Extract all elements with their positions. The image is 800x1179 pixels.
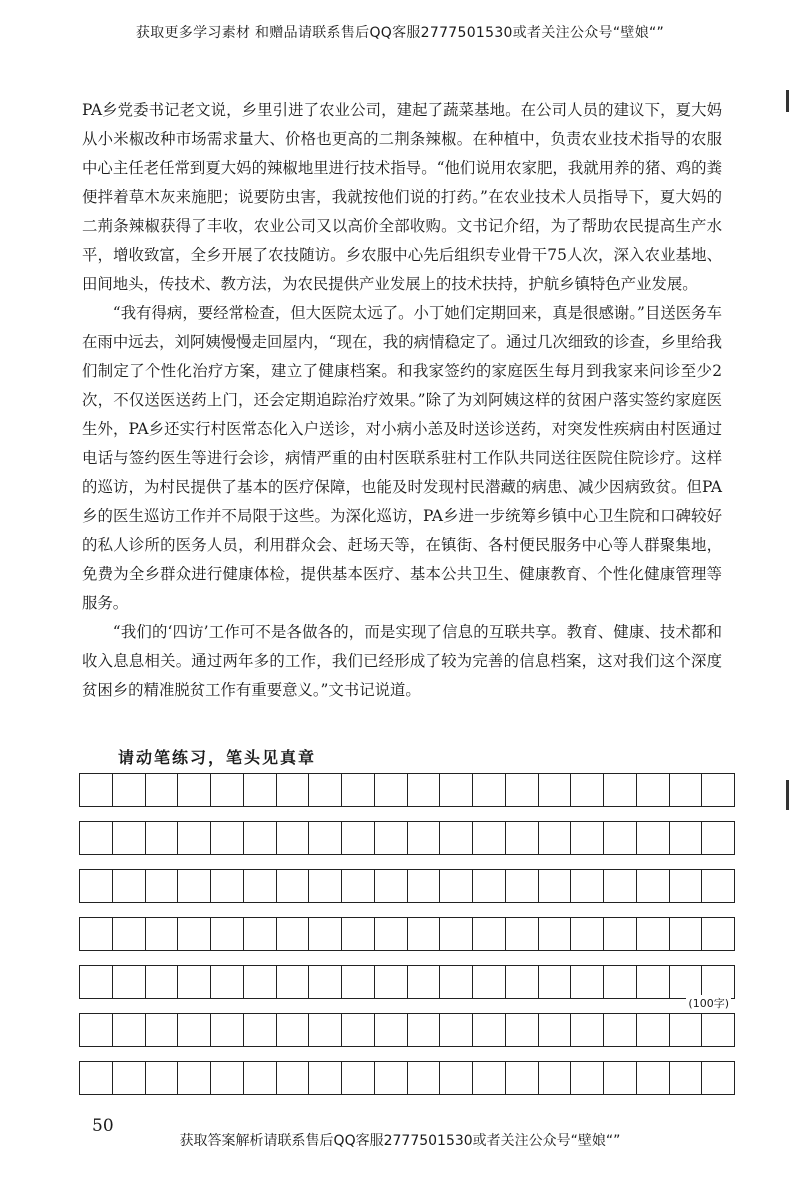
- grid-cell[interactable]: [571, 966, 604, 998]
- grid-cell[interactable]: [146, 870, 179, 902]
- grid-cell[interactable]: [178, 966, 211, 998]
- grid-cell[interactable]: [146, 918, 179, 950]
- grid-cell[interactable]: [440, 822, 473, 854]
- grid-cell[interactable]: [113, 1014, 146, 1046]
- grid-cell[interactable]: [571, 774, 604, 806]
- grid-cell[interactable]: [604, 1062, 637, 1094]
- grid-cell[interactable]: [178, 822, 211, 854]
- article-paragraph: “我们的‘四访’工作可不是各做各的，而是实现了信息的互联共享。教育、健康、技术都和收入息息相关。通过两年多的工作，我们已经形成了较为完善的信息档案，这对我们这个深度贫困乡的精准脱贫工作有重要意义。”文书记说道。: [82, 623, 722, 699]
- grid-cell[interactable]: [244, 1014, 277, 1046]
- grid-cell[interactable]: [506, 1014, 539, 1046]
- grid-cell[interactable]: [113, 918, 146, 950]
- grid-cell[interactable]: [277, 822, 310, 854]
- grid-cell[interactable]: [80, 774, 113, 806]
- grid-cell[interactable]: [277, 1062, 310, 1094]
- grid-cell[interactable]: [309, 774, 342, 806]
- grid-cell[interactable]: [244, 918, 277, 950]
- grid-cell[interactable]: [670, 1014, 703, 1046]
- page-footer: 获取答案解析请联系售后QQ客服2777501530或者关注公众号“壁娘“”: [179, 1133, 621, 1149]
- grid-row: [79, 1013, 735, 1047]
- grid-cell[interactable]: [539, 966, 572, 998]
- grid-cell[interactable]: [211, 870, 244, 902]
- grid-cell[interactable]: [473, 870, 506, 902]
- grid-cell[interactable]: [375, 870, 408, 902]
- grid-cell[interactable]: [146, 1014, 179, 1046]
- grid-cell[interactable]: [375, 1062, 408, 1094]
- grid-cell[interactable]: [571, 1062, 604, 1094]
- grid-cell[interactable]: [375, 966, 408, 998]
- grid-cell[interactable]: [539, 870, 572, 902]
- grid-cell[interactable]: [506, 1062, 539, 1094]
- grid-cell[interactable]: [211, 1062, 244, 1094]
- grid-cell[interactable]: [309, 822, 342, 854]
- grid-cell[interactable]: [80, 966, 113, 998]
- grid-cell[interactable]: [342, 1014, 375, 1046]
- grid-cell[interactable]: [670, 822, 703, 854]
- grid-cell[interactable]: [637, 774, 670, 806]
- grid-cell[interactable]: [408, 774, 441, 806]
- grid-cell[interactable]: [702, 1062, 734, 1094]
- grid-cell[interactable]: [637, 966, 670, 998]
- grid-cell[interactable]: [702, 774, 734, 806]
- grid-cell[interactable]: [178, 774, 211, 806]
- grid-cell[interactable]: [604, 918, 637, 950]
- grid-cell[interactable]: [375, 774, 408, 806]
- grid-cell[interactable]: [277, 774, 310, 806]
- grid-cell[interactable]: [473, 918, 506, 950]
- grid-cell[interactable]: [408, 870, 441, 902]
- grid-cell[interactable]: [408, 1062, 441, 1094]
- grid-cell[interactable]: [539, 1062, 572, 1094]
- grid-cell[interactable]: [342, 822, 375, 854]
- grid-cell[interactable]: [637, 1014, 670, 1046]
- grid-cell[interactable]: [375, 822, 408, 854]
- grid-cell[interactable]: [309, 1062, 342, 1094]
- word-count-label: (100字): [688, 997, 729, 1010]
- grid-cell[interactable]: [113, 870, 146, 902]
- grid-cell[interactable]: [702, 870, 734, 902]
- grid-cell[interactable]: [571, 822, 604, 854]
- grid-cell[interactable]: [113, 966, 146, 998]
- grid-cell[interactable]: [113, 822, 146, 854]
- grid-cell[interactable]: [244, 822, 277, 854]
- grid-cell[interactable]: [211, 1014, 244, 1046]
- grid-cell[interactable]: [506, 966, 539, 998]
- grid-cell[interactable]: [244, 774, 277, 806]
- grid-cell[interactable]: [309, 918, 342, 950]
- grid-row: [79, 869, 735, 903]
- grid-cell[interactable]: [178, 870, 211, 902]
- grid-cell[interactable]: [309, 1014, 342, 1046]
- grid-cell[interactable]: [211, 822, 244, 854]
- grid-cell[interactable]: [637, 918, 670, 950]
- grid-cell[interactable]: [375, 1014, 408, 1046]
- practice-title: 请动笔练习，笔头见真章: [118, 748, 317, 767]
- grid-row: [79, 821, 735, 855]
- grid-cell[interactable]: [342, 774, 375, 806]
- grid-cell[interactable]: [440, 966, 473, 998]
- grid-cell[interactable]: [604, 1014, 637, 1046]
- grid-cell[interactable]: [539, 822, 572, 854]
- grid-cell[interactable]: [113, 774, 146, 806]
- grid-cell[interactable]: [277, 966, 310, 998]
- grid-cell[interactable]: [702, 1014, 734, 1046]
- grid-cell[interactable]: [146, 774, 179, 806]
- grid-cell[interactable]: [440, 774, 473, 806]
- grid-cell[interactable]: [670, 774, 703, 806]
- grid-cell[interactable]: [604, 774, 637, 806]
- grid-cell[interactable]: [604, 870, 637, 902]
- grid-cell[interactable]: [244, 966, 277, 998]
- grid-cell[interactable]: [277, 918, 310, 950]
- grid-cell[interactable]: [506, 918, 539, 950]
- article-body: [82, 96, 722, 705]
- grid-cell[interactable]: [408, 918, 441, 950]
- grid-row: [79, 773, 735, 807]
- grid-cell[interactable]: [277, 1014, 310, 1046]
- grid-cell[interactable]: [80, 870, 113, 902]
- grid-cell[interactable]: [702, 822, 734, 854]
- grid-cell[interactable]: [80, 1014, 113, 1046]
- grid-cell[interactable]: [571, 1014, 604, 1046]
- grid-cell[interactable]: [670, 966, 703, 998]
- scan-edge-mark: [786, 90, 789, 112]
- grid-cell[interactable]: [80, 822, 113, 854]
- grid-cell[interactable]: [244, 1062, 277, 1094]
- grid-cell[interactable]: [506, 774, 539, 806]
- grid-cell[interactable]: [408, 1014, 441, 1046]
- grid-cell[interactable]: [571, 918, 604, 950]
- grid-cell[interactable]: [637, 870, 670, 902]
- grid-cell[interactable]: [506, 822, 539, 854]
- grid-cell[interactable]: [342, 1062, 375, 1094]
- grid-cell[interactable]: [244, 870, 277, 902]
- grid-cell[interactable]: [80, 1062, 113, 1094]
- grid-row: [79, 917, 735, 951]
- grid-cell[interactable]: [178, 918, 211, 950]
- grid-cell[interactable]: [146, 822, 179, 854]
- grid-cell[interactable]: [637, 822, 670, 854]
- grid-cell[interactable]: [604, 822, 637, 854]
- grid-cell[interactable]: [539, 774, 572, 806]
- writing-grid[interactable]: [79, 773, 735, 1109]
- grid-cell[interactable]: [473, 822, 506, 854]
- article-paragraph: PA乡党委书记老文说，乡里引进了农业公司，建起了蔬菜基地。在公司人员的建议下，夏大妈从小米椒改种市场需求量大、价格也更高的二荆条辣椒。在种植中，负责农业技术指导的农服中心主任老任常到夏大妈的辣椒地里进行技术指导。“他们说用农家肥，我就用养的猪、鸡的粪便拌着草木灰来施肥；说要防虫害，我就按他们说的打药。”在农业技术人员指导下，夏大妈的二荊条辣椒获得了丰收，农业公司又以高价全部收购。文书记介绍，为了帮助农民提高生产水平，增收致富，全乡开展了农技随访。乡农服中心先后组织专业骨干75人次，深入农业基地、田间地头，传技术、教方法，为农民提供产业发展上的技术扶持，护航乡镇特色产业发展。: [82, 101, 722, 293]
- article-paragraph: “我有得病，要经常检查，但大医院太远了。小丁她们定期回来，真是很感谢。”目送医务车在雨中远去，刘阿姨慢慢走回屋内，“现在，我的病情稳定了。通过几次细致的诊查，乡里给我们制定了个性化治疗方案，建立了健康档案。和我家签约的家庭医生每月到我家来问诊至少2次，不仅送医送药上门，还会定期追踪治疗效果。”除了为刘阿姨这样的贫困户落实签约家庭医生外，PA乡还实行村医常态化入户送诊，对小病小恙及时送诊送药，对突发性疾病由村医通过电话与签约医生等进行会诊，病情严重的由村医联系驻村工作队共同送往医院住院诊疗。这样的巡访，为村民提供了基本的医疗保障，也能及时发现村民潜藏的病患、减少因病致贫。但PA乡的医生巡访工作并不局限于这些。为深化巡访，PA乡进一步统筹乡镇中心卫生院和口碑较好的私人诊所的医务人员，利用群众会、赶场天等，在镇街、各村便民服务中心等人群聚集地，免费为全乡群众进行健康体检，提供基本医疗、基本公共卫生、健康教育、个性化健康管理等服务。: [82, 304, 722, 612]
- page-number: 50: [92, 1116, 114, 1136]
- grid-cell[interactable]: [211, 918, 244, 950]
- grid-cell[interactable]: [473, 1014, 506, 1046]
- grid-cell[interactable]: [571, 870, 604, 902]
- grid-cell[interactable]: [473, 1062, 506, 1094]
- scan-edge-mark: [786, 780, 789, 810]
- grid-cell[interactable]: [702, 918, 734, 950]
- grid-cell[interactable]: [178, 1014, 211, 1046]
- grid-cell[interactable]: [604, 966, 637, 998]
- grid-cell[interactable]: [80, 918, 113, 950]
- grid-cell[interactable]: [309, 870, 342, 902]
- grid-cell[interactable]: [146, 1062, 179, 1094]
- grid-cell[interactable]: [342, 870, 375, 902]
- grid-cell[interactable]: [375, 918, 408, 950]
- grid-cell[interactable]: [211, 774, 244, 806]
- grid-cell[interactable]: [146, 966, 179, 998]
- grid-cell[interactable]: [539, 918, 572, 950]
- grid-cell[interactable]: [342, 918, 375, 950]
- grid-cell[interactable]: [473, 966, 506, 998]
- grid-cell[interactable]: [670, 870, 703, 902]
- grid-cell[interactable]: [408, 966, 441, 998]
- grid-cell[interactable]: [342, 966, 375, 998]
- grid-cell[interactable]: [637, 1062, 670, 1094]
- grid-cell[interactable]: [702, 966, 734, 998]
- grid-cell[interactable]: [539, 1014, 572, 1046]
- grid-cell[interactable]: [440, 1062, 473, 1094]
- grid-row: [79, 965, 735, 999]
- grid-cell[interactable]: [670, 918, 703, 950]
- grid-cell[interactable]: [178, 1062, 211, 1094]
- grid-cell[interactable]: [440, 1014, 473, 1046]
- grid-cell[interactable]: [473, 774, 506, 806]
- grid-cell[interactable]: [309, 966, 342, 998]
- page-header: 获取更多学习素材 和赠品请联系售后QQ客服2777501530或者关注公众号“壁娘“”: [135, 25, 665, 41]
- grid-cell[interactable]: [440, 918, 473, 950]
- grid-cell[interactable]: [408, 822, 441, 854]
- grid-cell[interactable]: [506, 870, 539, 902]
- grid-cell[interactable]: [440, 870, 473, 902]
- grid-cell[interactable]: [113, 1062, 146, 1094]
- grid-row: [79, 1061, 735, 1095]
- grid-cell[interactable]: [211, 966, 244, 998]
- grid-cell[interactable]: [277, 870, 310, 902]
- grid-cell[interactable]: [670, 1062, 703, 1094]
